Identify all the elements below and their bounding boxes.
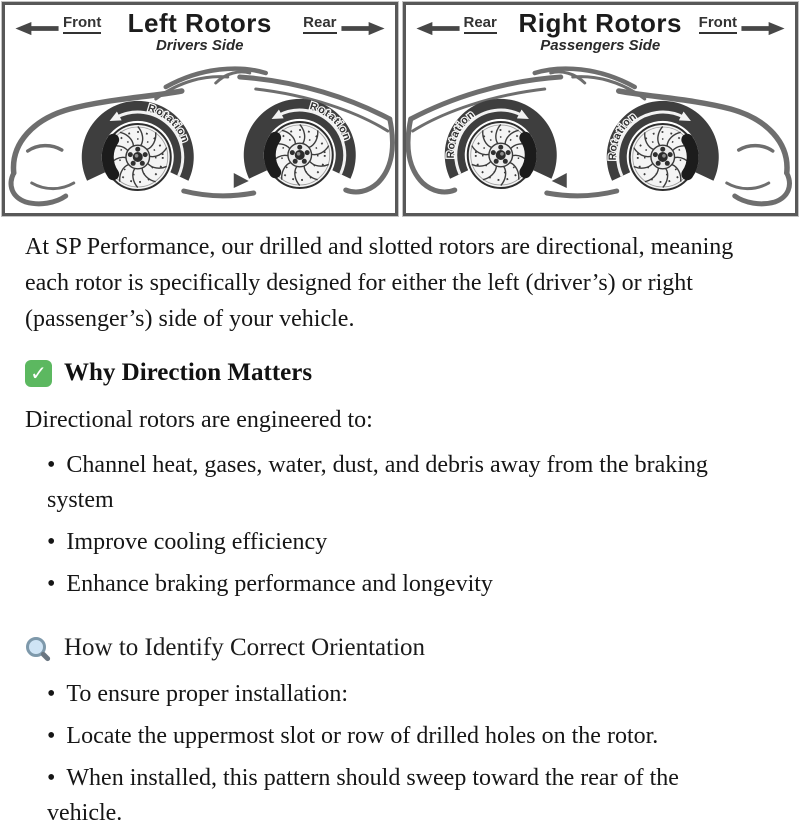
panel-title: Right Rotors (518, 8, 682, 38)
magnifier-icon (25, 635, 52, 662)
front-direction-label (15, 13, 101, 36)
list-item: • Improve cooling efficiency (47, 525, 727, 560)
panel-title: Left Rotors (127, 8, 272, 38)
direction-label-text: Front (63, 15, 101, 35)
rotation-arrow-label: Rotation (146, 102, 192, 145)
rotor-direction-article (0, 229, 800, 831)
check-mark-icon (25, 360, 52, 387)
rotation-arrow-label: Rotation (444, 108, 477, 159)
list-item: • Enhance braking performance and longevity (47, 567, 727, 602)
panel-subtitle: Drivers Side (155, 37, 244, 54)
direction-label-text: Front (699, 15, 737, 35)
lead-paragraph: Directional rotors are engineered to: (25, 407, 373, 433)
panel-subtitle: Passengers Side (540, 37, 661, 54)
section-heading-why-direction-matters (25, 359, 775, 387)
list-item: • Locate the uppermost slot or row of drilled holes on the rotor. (47, 719, 727, 754)
rear-direction-label (303, 13, 384, 36)
direction-label-text: Rear (464, 15, 497, 35)
arrow-right-icon (741, 21, 785, 36)
arrow-right-icon (341, 21, 385, 36)
right-panel-header (406, 5, 796, 57)
front-direction-label (699, 13, 785, 36)
arrow-left-icon (15, 21, 59, 36)
benefits-list (25, 448, 775, 602)
left-rotors-panel (2, 2, 398, 216)
heading-text: How to Identify Correct Orientation (64, 634, 426, 661)
rotation-arrow-label: Rotation (308, 100, 354, 143)
orientation-steps-list (25, 677, 775, 831)
arrow-left-icon (416, 21, 460, 36)
list-item: • When installed, this pattern should sweep toward the rear of the vehicle. (47, 761, 727, 831)
car-right-illustration (406, 57, 796, 215)
car-left-illustration (5, 57, 395, 215)
list-item: • To ensure proper installation: (47, 677, 727, 712)
rotor-direction-diagram (0, 0, 800, 216)
intro-paragraph: At SP Performance, our drilled and slotted rotors are directional, meaning each rotor is specifically designed for either the left (driver’s) or right (passenger’s) side of your vehicle. (25, 234, 734, 332)
rotation-arrow-label: Rotation (606, 110, 639, 161)
rear-direction-label (416, 13, 497, 36)
section-heading-identify-orientation (25, 634, 775, 662)
list-item: • Channel heat, gases, water, dust, and debris away from the braking system (47, 448, 727, 518)
direction-label-text: Rear (303, 15, 336, 35)
left-panel-header (5, 5, 395, 57)
right-rotors-panel (403, 2, 799, 216)
heading-text: Why Direction Matters (64, 359, 313, 386)
